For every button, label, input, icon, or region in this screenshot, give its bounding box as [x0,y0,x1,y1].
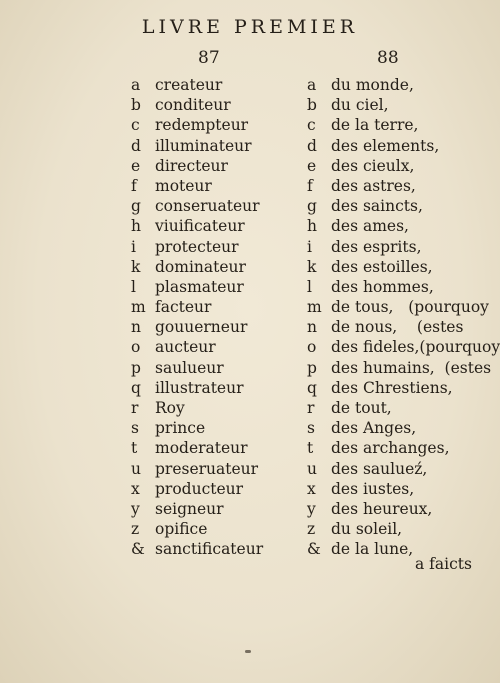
left-column-entry-letter: l [131,277,136,296]
left-column-entry-letter: e [131,156,141,175]
left-column-entry-letter: g [131,197,141,216]
right-column-entry-text: de tout, [331,399,392,417]
left-column-entry-text: conseruateur [155,197,260,216]
left-column-entry-letter: t [131,439,138,458]
left-column-entry-text: opifice [155,520,208,539]
right-column-entry-text: du soleil, [331,520,403,539]
right-column-entry-letter: p [307,358,317,377]
right-column-entry-text: des Chrestiens, [331,378,453,397]
left-column-entry-letter: o [131,338,141,357]
left-column-entry-letter: h [131,217,141,236]
right-column-entry-letter: x [307,479,316,498]
catchword: a faicts [415,555,472,573]
right-column-entry [307,418,500,438]
left-column-entry-letter: i [131,237,136,256]
right-column-entry [307,115,500,135]
right-column-entry-text: des heureux, [331,499,433,518]
left-column-entry-text: redempteur [155,116,249,135]
left-column-entry [131,438,263,458]
right-column-entry-letter: c [307,116,316,135]
right-column-entry-text: des iustes, [331,479,415,498]
left-column-entry-letter: & [131,540,145,559]
left-column-entry-text: producteur [155,479,244,498]
left-column-entry [131,176,263,196]
left-column-entry-text: dominateur [155,257,246,276]
left-column-entry [131,398,263,418]
right-column [307,75,500,560]
right-column-entry-text: des astres, [331,176,416,195]
left-column-entry [131,479,263,499]
right-column-entry [307,398,500,418]
left-column-entry-letter: x [131,479,140,498]
left-column-entry-letter: y [131,499,140,518]
left-column-entry-text: facteur [155,298,212,317]
right-column-entry [307,317,500,337]
left-column-entry-text: protecteur [155,237,239,256]
right-column-entry-letter: t [307,439,314,458]
right-column-entry-letter: & [307,540,321,559]
right-column-entry-letter: k [307,257,317,276]
right-column-entry [307,297,500,317]
right-column-entry [307,479,500,499]
right-column-entry-letter: e [307,156,317,175]
left-column-entry [131,277,263,297]
right-column-entry-text: de la terre, [331,116,419,135]
left-column-entry-letter: r [131,399,139,417]
left-column-entry-letter: u [131,459,141,478]
right-column-entry-letter: u [307,459,317,478]
left-column-entry-letter: d [131,136,141,155]
right-column-entry [307,257,500,277]
left-column-entry-text: createur [155,76,223,94]
left-column-entry [131,539,263,559]
left-column-entry [131,257,263,277]
left-column-entry-text: prince [155,419,206,438]
running-head: LIVRE PREMIER [141,16,359,38]
right-column-entry-letter: r [307,399,315,417]
right-column-entry-letter: f [307,176,313,195]
left-column-entry-text: conditeur [155,96,231,115]
left-column-entry-text: directeur [155,156,228,175]
right-column-entry-text: des humains, (estes [331,358,492,377]
left-column-entry-letter: q [131,378,141,397]
right-column-entry-text: des esprits, [331,237,422,256]
right-column-entry-text: des hommes, [331,277,434,296]
left-column-entry-letter: s [131,419,139,438]
left-column-entry [131,459,263,479]
left-column-entry [131,95,263,115]
right-column-entry-text: du monde, [331,76,414,94]
right-column-entry-text: de tous, (pourquoy [331,298,489,317]
left-column [131,75,263,560]
left-column-entry [131,418,263,438]
left-column-entry-text: gouuerneur [155,318,248,337]
left-column-entry-text: plasmateur [155,277,244,296]
left-column-entry [131,75,263,95]
right-column-entry-letter: b [307,96,317,115]
left-column-entry-text: aucteur [155,338,216,357]
right-column-entry [307,237,500,257]
right-column-entry [307,358,500,378]
right-column-entry-letter: q [307,378,317,397]
right-column-entry [307,156,500,176]
right-column-entry [307,176,500,196]
right-column-entry [307,459,500,479]
right-column-entry [307,337,500,357]
right-column-entry-text: des saincts, [331,197,423,216]
right-column-entry-letter: d [307,136,317,155]
right-column-entry-text: des saulueź, [331,459,428,478]
left-column-entry-text: moteur [155,176,212,195]
right-column-entry-text: des cieulx, [331,156,415,175]
right-column-entry-letter: a [307,76,317,94]
left-column-entry-text: preseruateur [155,459,259,478]
left-column-entry-text: viuificateur [155,217,245,236]
left-column-entry-text: seigneur [155,499,224,518]
left-column-entry [131,499,263,519]
left-column-entry-letter: k [131,257,141,276]
left-column-entry [131,216,263,236]
right-column-entry-text: des archanges, [331,439,450,458]
right-column-entry-letter: y [307,499,316,518]
left-column-entry [131,156,263,176]
left-column-entry-letter: f [131,176,137,195]
right-column-entry [307,277,500,297]
right-column-entry-text: des fideles,(pourquoy [331,338,500,357]
left-column-entry [131,237,263,257]
right-column-entry [307,438,500,458]
left-column-entry-letter: n [131,318,141,337]
left-column-entry [131,297,263,317]
right-column-entry-text: de la lune, [331,540,414,559]
right-column-entry-letter: z [307,520,316,539]
right-column-entry-letter: m [307,298,322,317]
column-number-left: 87 [198,48,220,68]
right-column-entry [307,196,500,216]
left-column-entry [131,196,263,216]
left-column-entry-text: sanctificateur [155,540,264,559]
right-column-entry [307,75,500,95]
left-column-entry [131,136,263,156]
left-column-entry-text: illuminateur [155,136,252,155]
right-column-entry-text: des estoilles, [331,257,433,276]
left-column-entry-letter: m [131,298,146,317]
right-column-entry-letter: n [307,318,317,337]
right-column-entry-letter: h [307,217,317,236]
right-column-entry-text: des elements, [331,136,440,155]
left-column-entry [131,378,263,398]
left-column-entry-letter: a [131,76,141,94]
right-column-entry [307,499,500,519]
right-column-entry-text: des Anges, [331,419,417,438]
right-column-entry-letter: i [307,237,312,256]
left-column-entry [131,337,263,357]
ink-smudge [245,650,251,653]
left-column-entry [131,115,263,135]
right-column-entry-letter: o [307,338,317,357]
left-column-entry-text: illustrateur [155,378,244,397]
right-column-entry-letter: g [307,197,317,216]
right-column-entry [307,136,500,156]
right-column-entry-text: du ciel, [331,96,389,115]
left-column-entry-letter: z [131,520,140,539]
left-column-entry [131,519,263,539]
right-column-entry-text: de nous, (estes [331,318,464,337]
left-column-entry [131,358,263,378]
right-column-entry-letter: l [307,277,312,296]
left-column-entry-text: moderateur [155,439,248,458]
left-column-entry-letter: b [131,96,141,115]
left-column-entry-letter: c [131,116,140,135]
column-number-right: 88 [377,48,399,68]
right-column-entry [307,95,500,115]
left-column-entry-letter: p [131,358,141,377]
right-column-entry-letter: s [307,419,315,438]
right-column-entry [307,378,500,398]
right-column-entry-text: des ames, [331,217,409,236]
left-column-entry-text: Roy [155,399,185,417]
left-column-entry-text: saulueur [155,358,224,377]
right-column-entry [307,216,500,236]
right-column-entry [307,519,500,539]
left-column-entry [131,317,263,337]
